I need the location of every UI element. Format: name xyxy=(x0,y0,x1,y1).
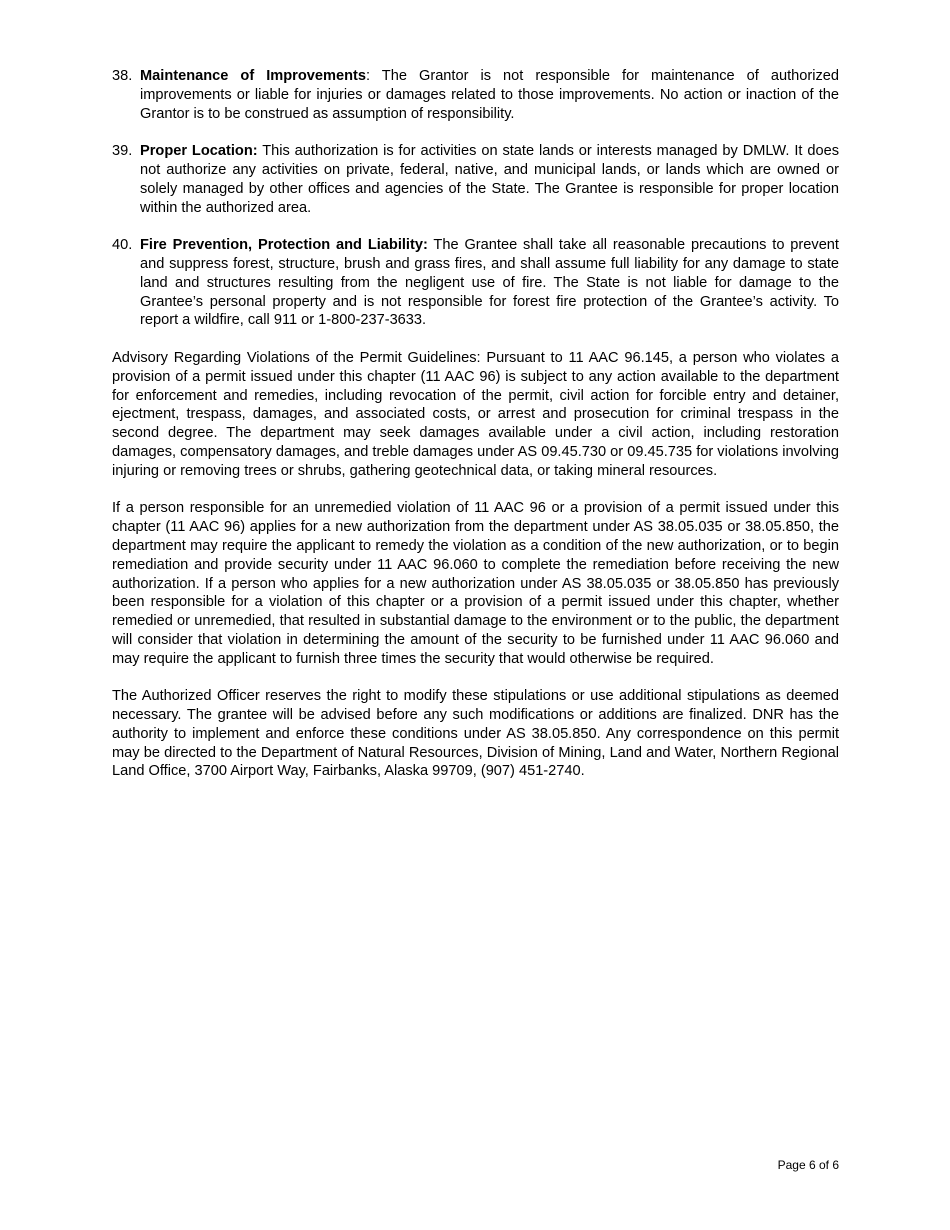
page-number: Page 6 of 6 xyxy=(777,1158,839,1172)
item-separator: : xyxy=(365,68,371,84)
item-heading: Proper Location: xyxy=(140,143,258,160)
item-text: This authorization is for activities on state lands or interests managed by DMLW. It does not authorize any activities on private, federal, native, and municipal lands, or lands which are owned or solely managed by other offices and agencies of the State. The Grantee is responsible for proper location within the authorized area. xyxy=(140,143,839,216)
stipulation-39 xyxy=(112,142,839,217)
item-number: 39. xyxy=(112,143,133,160)
item-number: 40. xyxy=(112,237,133,254)
document-page xyxy=(112,67,839,800)
advisory-paragraph: Advisory Regarding Violations of the Permit Guidelines: Pursuant to 11 AAC 96.145, a person who violates a provision of a permit issued under this chapter (11 AAC 96) is subject to any action available to the department for enforcement and remedies, including revocation of the permit, civil action for forcible entry and detainer, ejectment, trespass, damages, and associated costs, or arrest and prosecution for criminal trespass in the second degree. The department may seek damages available under a civil action, including restoration damages, compensatory damages, and treble damages under AS 09.45.730 or 09.45.735 for violations involving injuring or removing trees or shrubs, gathering geotechnical data, or taking mineral resources. xyxy=(112,349,839,479)
authorized-officer-paragraph: The Authorized Officer reserves the right to modify these stipulations or use additional stipulations as deemed necessary. The grantee will be advised before any such modifications or additions are finalized. DNR has the authority to implement and enforce these conditions under AS 38.05.850. Any correspondence on this permit may be directed to the Department of Natural Resources, Division of Mining, Land and Water, Northern Regional Land Office, 3700 Airport Way, Fairbanks, Alaska 99709, (907) 451-2740. xyxy=(112,688,839,780)
stipulation-40 xyxy=(112,236,839,330)
stipulation-38 xyxy=(112,67,839,123)
item-text: The Grantee shall take all reasonable precautions to prevent and suppress forest, structure, brush and grass fires, and shall assume full liability for any damage to state land and structures resulting from the negligent use of fire. The State is not liable for damage to the Grantee’s personal property and is not responsible for forest fire protection of the Grantee’s activity. To report a wildfire, call 911 or 1-800-237-3633. xyxy=(140,237,839,329)
item-text: The Grantor is not responsible for maintenance of authorized improvements or liable for injuries or damages related to those improvements. No action or inaction of the Grantor is to be construed as assumption of responsibility. xyxy=(140,68,839,122)
unremedied-violation-paragraph: If a person responsible for an unremedied violation of 11 AAC 96 or a provision of a permit issued under this chapter (11 AAC 96) applies for a new authorization from the department under AS 38.05.035 or 38.05.850, the department may require the applicant to remedy the violation as a condition of the new authorization, or to begin remediation and provide security under 11 AAC 96.060 to complete the remediation before receiving the new authorization. If a person who applies for a new authorization under AS 38.05.035 or 38.05.850 has previously been responsible for a violation of this chapter or a provision of a permit issued under this chapter, whether remedied or unremedied, that resulted in substantial damage to the environment or to the public, the department will consider that violation in determining the amount of the security to be furnished under 11 AAC 96.060 and may require the applicant to furnish three times the security that would otherwise be required. xyxy=(112,500,839,667)
item-number: 38. xyxy=(112,68,133,84)
item-heading: Fire Prevention, Protection and Liability: xyxy=(140,237,428,254)
item-heading: Maintenance of Improvements xyxy=(140,68,366,84)
